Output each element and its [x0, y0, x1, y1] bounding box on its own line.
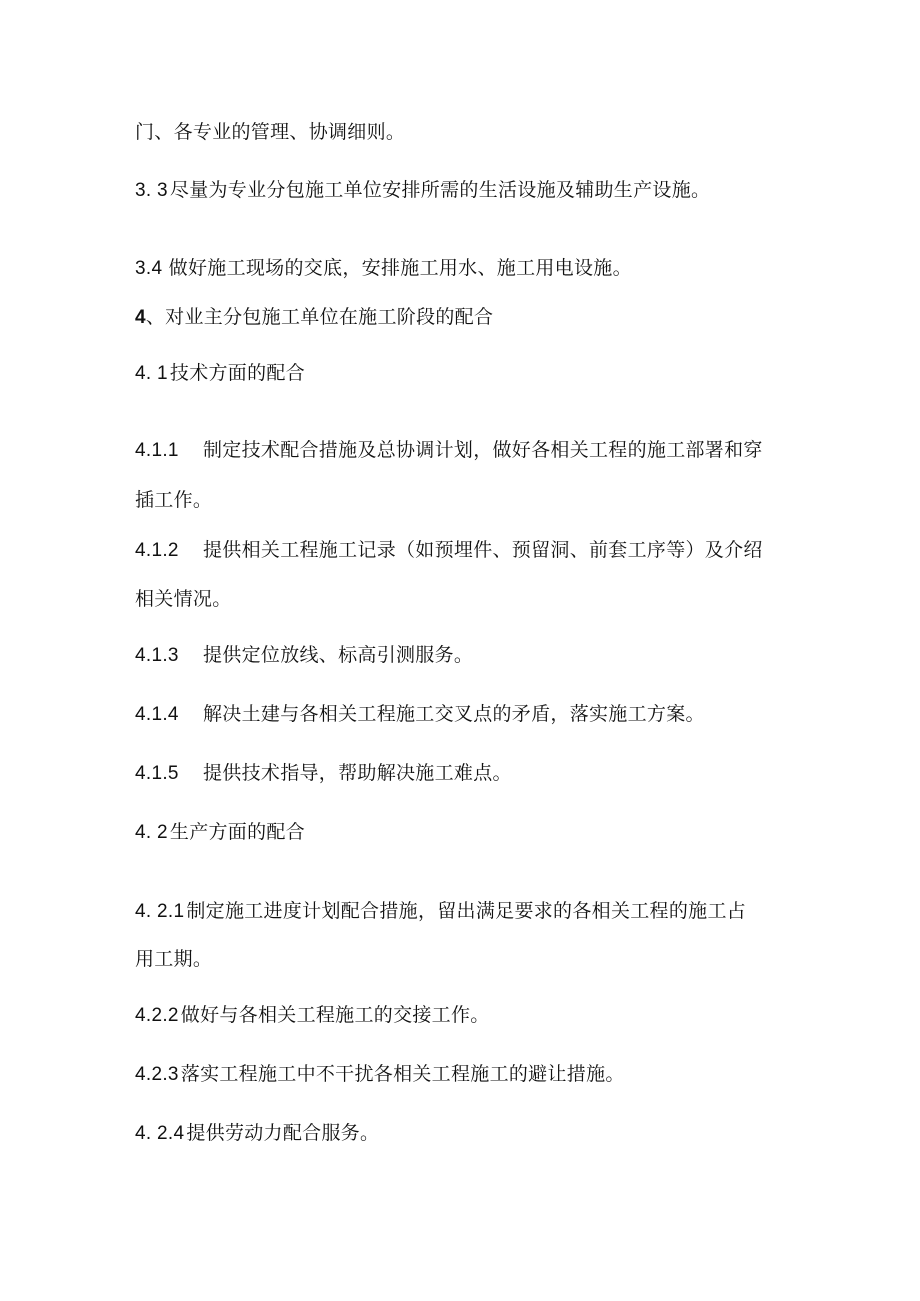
line-text: 提供劳动力配合服务。 [186, 1122, 380, 1144]
line-text: 生产方面的配合 [169, 821, 306, 843]
line-text: 技术方面的配合 [169, 362, 306, 384]
line-text: 相关情况。 [135, 588, 232, 610]
section-number: 3.4 [135, 258, 163, 279]
line-text: 提供定位放线、标高引测服务。 [203, 644, 474, 666]
line-text: 落实工程施工中不干扰各相关工程施工的避让措施。 [180, 1063, 625, 1085]
paragraph-line [135, 899, 795, 924]
line-text: 提供相关工程施工记录（如预埋件、预留洞、前套工序等）及介绍 [203, 539, 763, 561]
paragraph-line [135, 1062, 795, 1087]
paragraph-line [135, 587, 795, 611]
paragraph-line [135, 702, 795, 727]
paragraph-line [135, 1003, 795, 1028]
line-text: 做好施工现场的交底，安排施工用水、施工用电设施。 [162, 257, 632, 279]
paragraph-line [135, 947, 795, 971]
section-number: 4.1.2 [135, 540, 179, 561]
section-number: 4.1.3 [135, 645, 179, 666]
section-number: 4. 1 [135, 363, 168, 384]
paragraph-line [135, 643, 795, 668]
section-number: 4. 2.4 [135, 1123, 185, 1144]
paragraph-line [135, 256, 795, 281]
paragraph-line [135, 1121, 795, 1146]
section-number: 4.1.1 [135, 440, 179, 461]
subsection-heading [135, 820, 795, 845]
paragraph-line [135, 120, 795, 144]
paragraph-line [135, 761, 795, 786]
paragraph-line [135, 178, 795, 203]
line-text: 插工作。 [135, 489, 213, 511]
line-text: 、对业主分包施工单位在施工阶段的配合 [145, 306, 494, 328]
line-text: 门、各专业的管理、协调细则。 [135, 121, 406, 143]
section-number: 4.2.2 [135, 1005, 179, 1026]
line-text: 制定技术配合措施及总协调计划，做好各相关工程的施工部署和穿 [203, 439, 763, 461]
paragraph-line [135, 488, 795, 512]
section-number: 4.1.5 [135, 763, 179, 784]
section-number: 4.1.4 [135, 704, 179, 725]
paragraph-line [135, 438, 795, 463]
section-number: 4 [135, 307, 146, 328]
line-text: 提供技术指导，帮助解决施工难点。 [203, 762, 512, 784]
line-text: 制定施工进度计划配合措施，留出满足要求的各相关工程的施工占 [186, 900, 747, 922]
section-heading [135, 305, 795, 330]
paragraph-line [135, 538, 795, 563]
line-text: 解决土建与各相关工程施工交叉点的矛盾，落实施工方案。 [203, 703, 705, 725]
section-number: 4.2.3 [135, 1064, 179, 1085]
line-text: 做好与各相关工程施工的交接工作。 [180, 1004, 490, 1026]
section-number: 3. 3 [135, 180, 168, 201]
line-text: 尽量为专业分包施工单位安排所需的生活设施及辅助生产设施。 [169, 179, 711, 201]
subsection-heading [135, 361, 795, 386]
line-text: 用工期。 [135, 948, 213, 970]
section-number: 4. 2.1 [135, 901, 185, 922]
section-number: 4. 2 [135, 822, 168, 843]
